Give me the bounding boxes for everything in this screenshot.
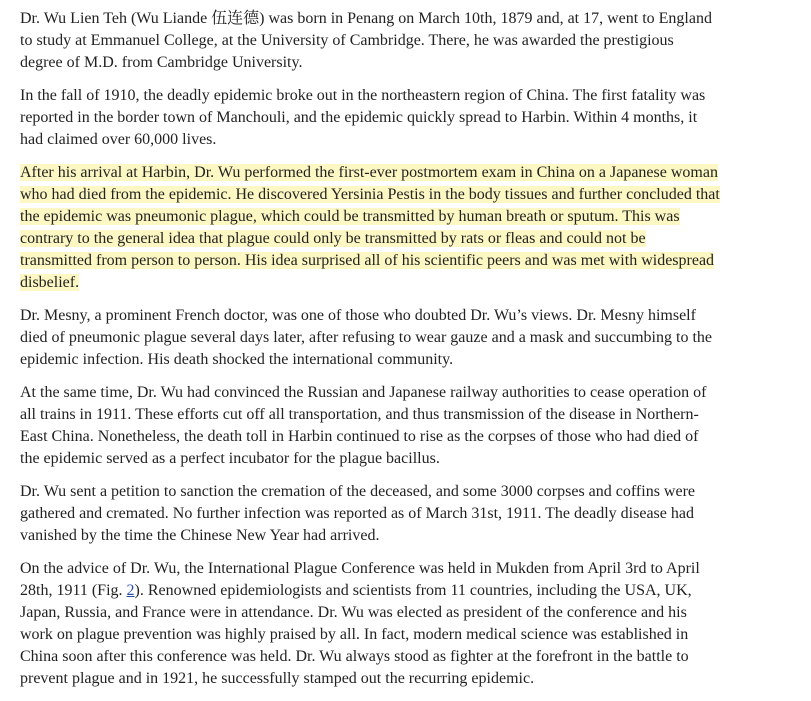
paragraph-cremation: Dr. Wu sent a petition to sanction the cremation of the deceased, and some 3000 corpses and coffins were gathered and cremated. No further infection was reported as of March 31st, 1911. The deadly disease had vanished by the time the Chinese New Year had arrived. [20,483,696,544]
figure-2-link[interactable]: 2 [126,582,135,599]
paragraph-dr-mesny: Dr. Mesny, a prominent French doctor, was one of those who doubted Dr. Wu’s views. Dr. Mesny himself died of pneumonic plague several days later, after refusing to wear gauze and a mask and succumbing to the epidemic infection. His death shocked the international community. [20,307,712,368]
conference-text-after-link: ). Renowned epidemiologists and scientists from 11 countries, including the USA, UK, Japan, Russia, and France were in attendance. Dr. Wu was elected as president of the conference and his work on plague prevention was highly praised by all. In fact, modern medical science was established in China soon after this conference was held. Dr. Wu always stood as fighter at the forefront in the battle to prevent plague and in 1921, he successfully stamped out the recurring epidemic. [20,582,692,687]
highlighted-text[interactable]: After his arrival at Harbin, Dr. Wu performed the first-ever postmortem exam in China on a Japanese woman who had died from the epidemic. He discovered Yersinia Pestis in the body tissues and further concluded that the epidemic was pneumonic plague, which could be transmitted by human breath or sputum. This was contrary to the general idea that plague could only be transmitted by rats or fleas and could not be transmitted from person to person. His idea surprised all of his scientific peers and was met with widespread disbelief. [20,164,720,291]
paragraph-postmortem-highlighted [20,162,720,294]
conference-text-before-link: On the advice of Dr. Wu, the International Plague Conference was held in Mukden from April 3rd to April 28th, 1911 (Fig. [20,560,700,599]
paragraph-early-life: Dr. Wu Lien Teh (Wu Liande 伍连德) was born in Penang on March 10th, 1879 and, at 17, went to England to study at Emmanuel College, at the University of Cambridge. There, he was awarded the prestigious degree of M.D. from Cambridge University. [20,10,712,71]
paragraph-railway-shutdown: At the same time, Dr. Wu had convinced the Russian and Japanese railway authorities to cease operation of all trains in 1911. These efforts cut off all transportation, and thus transmission of the disease in Northern-East China. Nonetheless, the death toll in Harbin continued to rise as the corpses of those who had died of the epidemic served as a perfect incubator for the plague bacillus. [20,384,707,467]
paragraph-epidemic-outbreak: In the fall of 1910, the deadly epidemic broke out in the northeastern region of China. The first fatality was reported in the border town of Manchouli, and the epidemic quickly spread to Harbin. Within 4 months, it had claimed over 60,000 lives. [20,87,706,148]
paragraph-plague-conference [20,558,720,690]
article-body [20,8,720,701]
